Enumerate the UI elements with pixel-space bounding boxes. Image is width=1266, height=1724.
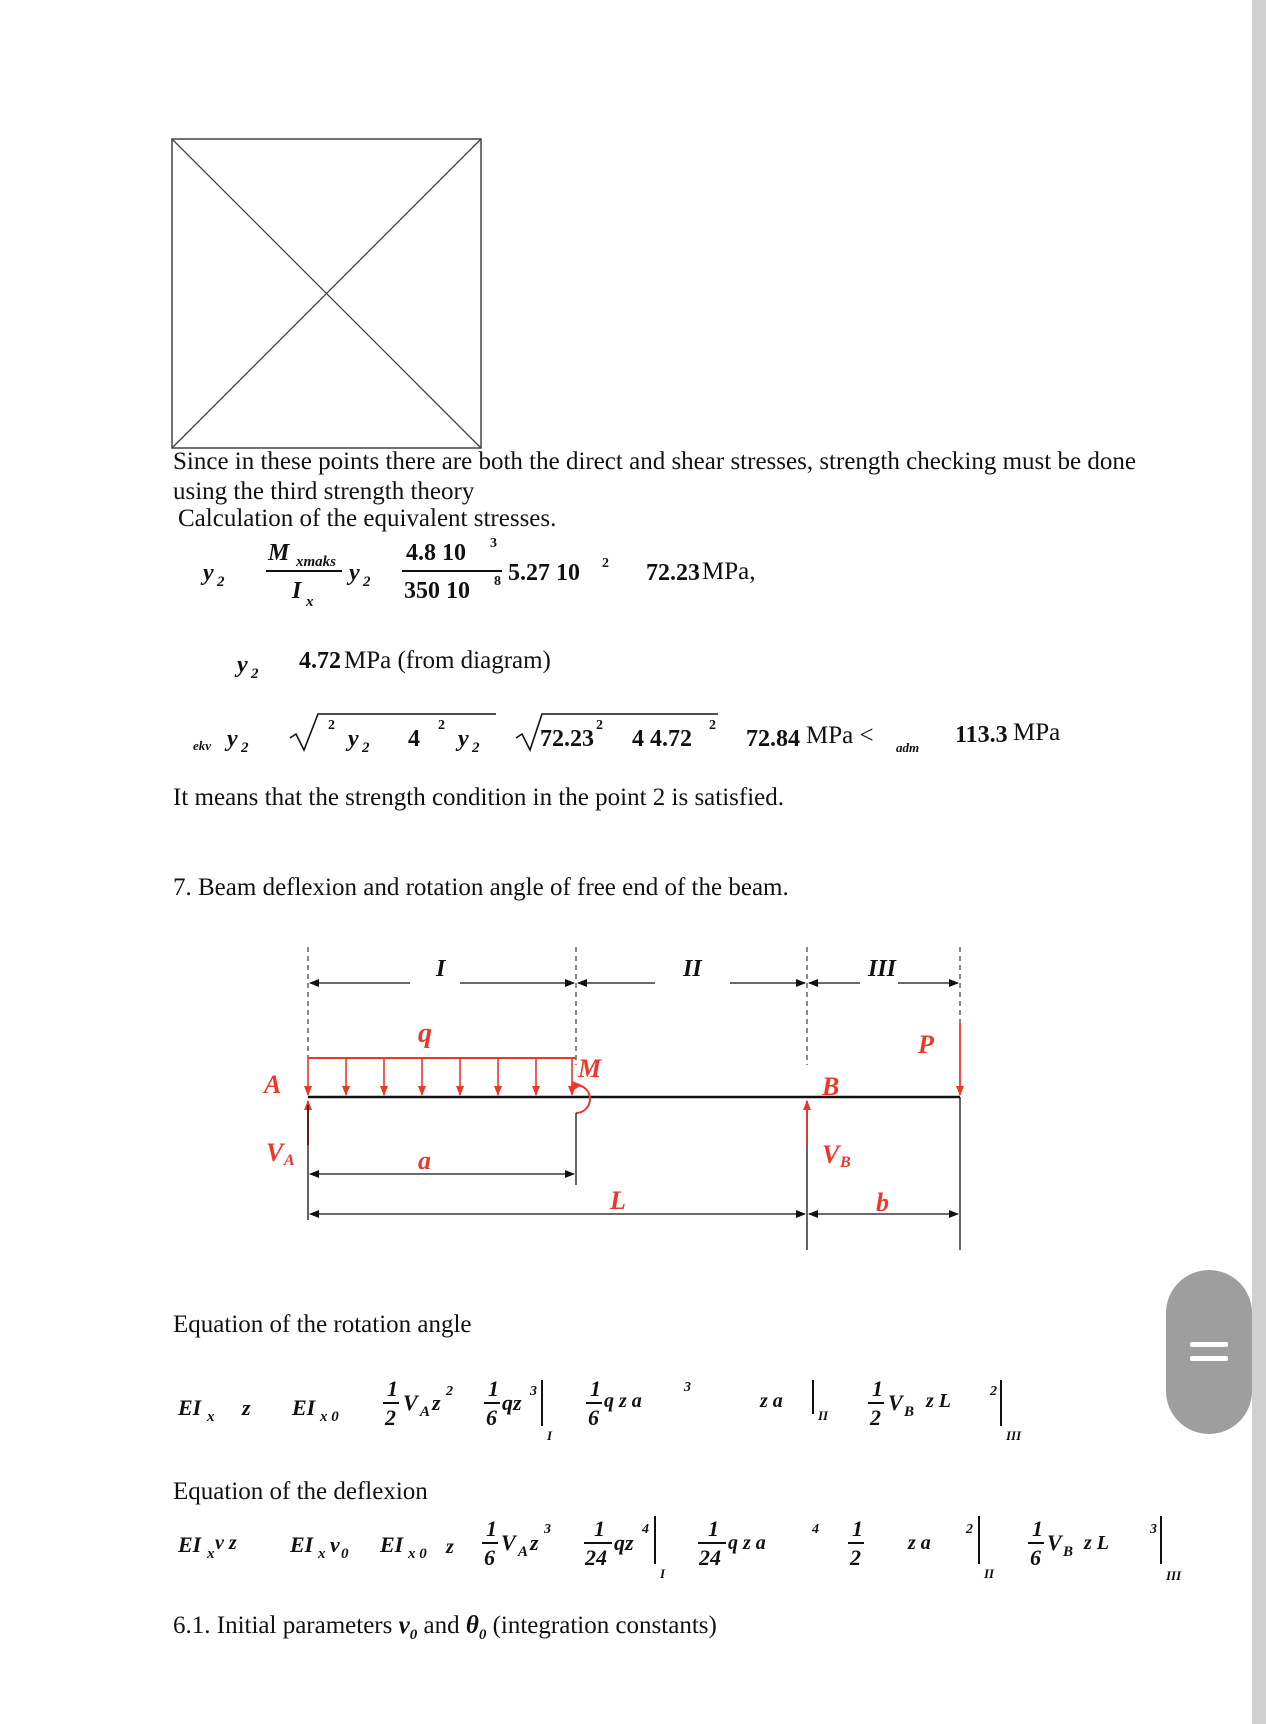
eq1-lhs-sub: 2: [217, 574, 225, 590]
eq3-adm-unit: MPa: [1013, 719, 1061, 746]
label-region-III: III: [868, 956, 897, 982]
eq1-result: 72.23: [646, 560, 700, 586]
eq2-lhs-sub: 2: [251, 666, 259, 682]
scrollbar-track[interactable]: [1252, 0, 1266, 1724]
label-M: M: [578, 1054, 602, 1083]
section-7-heading: 7. Beam deflexion and rotation angle of free end of the beam.: [173, 874, 789, 901]
eq1-den-sub: x: [306, 594, 314, 610]
eq1-frac-bar-2: [402, 570, 502, 572]
eq3-root2-exp: 2: [596, 718, 603, 733]
eq1-fraction-numerator: 4.8 10: [406, 540, 466, 566]
label-P: P: [918, 1030, 934, 1059]
eq1-unit: MPa,: [702, 558, 756, 585]
eq3-root2-four: 4 4.72: [632, 726, 692, 752]
eq1-frac-bar-1: [266, 570, 342, 572]
label-b: b: [876, 1188, 889, 1217]
eq1-times-y: y: [349, 560, 360, 586]
eq2-lhs: y: [237, 652, 248, 678]
eq3-root1-b: y: [458, 726, 469, 752]
eq1-lhs: y: [203, 560, 214, 586]
label-VA-sub: A: [284, 1152, 295, 1169]
label-region-II: II: [683, 956, 702, 982]
eq2-value: 4.72: [299, 648, 341, 674]
eq3-root1-sup2: 2: [438, 718, 445, 733]
eq1-multiplier: 5.27 10: [508, 560, 580, 586]
eq3-adm: adm: [896, 740, 920, 755]
scroll-handle[interactable]: [1166, 1270, 1252, 1434]
paragraph-line-2: using the third strength theory: [173, 478, 475, 505]
label-VA: V: [266, 1138, 284, 1167]
eq3-root2: 72.23: [540, 726, 594, 752]
label-B: B: [822, 1072, 840, 1101]
eq1-times-y-sub: 2: [363, 574, 371, 590]
eq3-root1-four: 4: [408, 726, 420, 752]
eq1-multiplier-exp: 2: [602, 556, 609, 571]
eq3-root2-exp2: 2: [709, 718, 716, 733]
eq1-fraction-numerator-exp: 3: [490, 536, 497, 551]
eq3-root1-sup: 2: [328, 718, 335, 733]
rotation-equation-title: Equation of the rotation angle: [173, 1311, 472, 1338]
eq3-root1-b-sub: 2: [472, 740, 480, 756]
eq3-lhs-sub: 2: [241, 740, 249, 756]
eq3-root1-a: y: [348, 726, 359, 752]
eq1-num-sub: xmaks: [296, 554, 337, 570]
label-q: q: [418, 1018, 432, 1049]
image-placeholder: [171, 138, 483, 450]
eq3-adm-value: 113.3: [955, 722, 1008, 748]
eq2-unit: MPa (from diagram): [344, 647, 551, 674]
eq1-den: I: [292, 578, 302, 604]
eq3-result: 72.84: [746, 726, 800, 752]
paragraph-strength-satisfied: It means that the strength condition in the point 2 is satisfied.: [173, 784, 785, 811]
section-6-1-heading: 6.1. Initial parameters $v_0$ and $\theta_0$ (integration constants): [173, 1612, 717, 1643]
eq1-fraction-denominator-exp: 8: [494, 574, 501, 589]
eq3-root1-a-sub: 2: [362, 740, 370, 756]
deflexion-equation-title: Equation of the deflexion: [173, 1478, 428, 1505]
label-L: L: [610, 1186, 626, 1215]
label-a: a: [418, 1146, 431, 1175]
paragraph-line-1: Since in these points there are both the direct and shear stresses, strength checking must be done: [173, 448, 1136, 475]
label-region-I: I: [436, 956, 446, 982]
eq1-num: M: [268, 540, 290, 566]
moment-arrow: [576, 1085, 590, 1113]
eq1-fraction-denominator: 350 10: [404, 578, 470, 604]
eq3-unit: MPa <: [806, 722, 874, 749]
eq3-pre: ekv: [193, 738, 212, 753]
paragraph-line-3: Calculation of the equivalent stresses.: [178, 505, 557, 532]
eq3-lhs: y: [227, 726, 238, 752]
label-VB: V: [822, 1140, 840, 1169]
label-A: A: [264, 1070, 282, 1099]
label-VB-sub: B: [840, 1154, 851, 1171]
